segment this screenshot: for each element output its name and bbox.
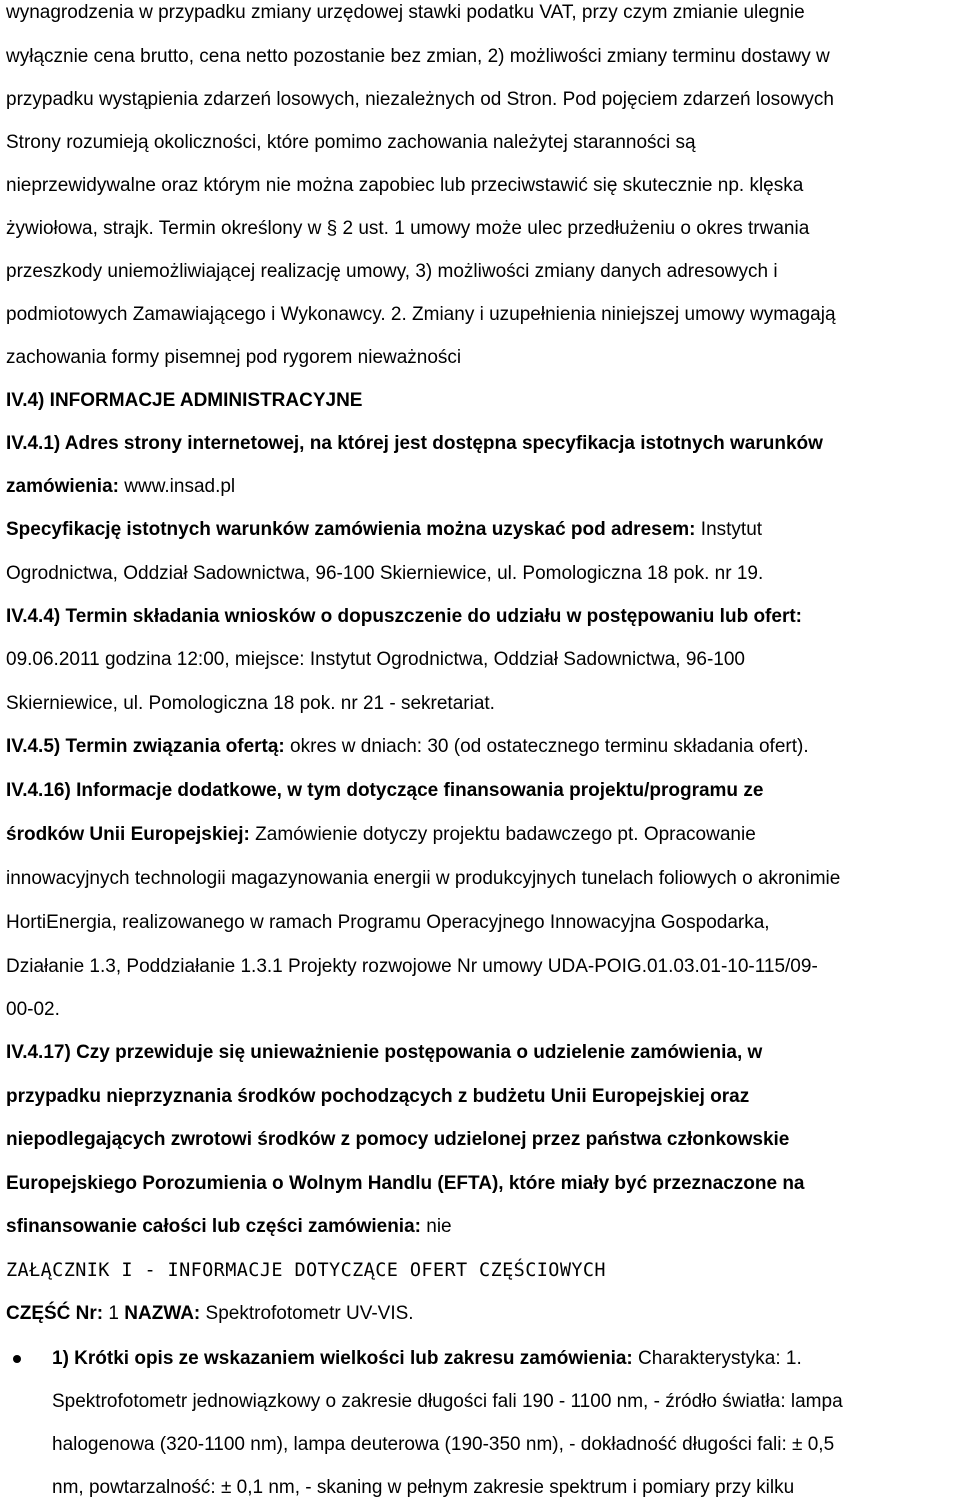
annex-heading: ZAŁĄCZNIK I - INFORMACJE DOTYCZĄCE OFERT CZĘŚCIOWYCH bbox=[6, 1260, 606, 1281]
section-iv45-line bbox=[6, 735, 809, 759]
section-iv417-label: przypadku nieprzyznania środków pochodzących z budżetu Unii Europejskiej oraz bbox=[6, 1086, 750, 1107]
bullet-item-line bbox=[52, 1347, 802, 1371]
part-line bbox=[6, 1302, 414, 1326]
bullet-item-value: Charakterystyka: 1. bbox=[638, 1348, 802, 1369]
body-text-line: Strony rozumieją okoliczności, które pomimo zachowania należytej staranności są bbox=[6, 132, 696, 153]
body-text-line: nieprzewidywalne oraz którym nie można zapobiec lub przeciwstawić się skutecznie np. klęska bbox=[6, 175, 804, 196]
spec-value-line: Ogrodnictwa, Oddział Sadownictwa, 96-100 Skierniewice, ul. Pomologiczna 18 pok. nr 19. bbox=[6, 563, 764, 584]
part-name-label: NAZWA: bbox=[124, 1303, 201, 1324]
section-iv45-value: okres w dniach: 30 (od ostatecznego terminu składania ofert). bbox=[290, 736, 809, 757]
bullet-item-value-line: Spektrofotometr jednowiązkowy o zakresie długości fali 190 - 1100 nm, - źródło światła: lampa bbox=[52, 1391, 843, 1412]
section-iv416-value: Działanie 1.3, Poddziałanie 1.3.1 Projekty rozwojowe Nr umowy UDA-POIG.01.03.01-10-115/09- bbox=[6, 956, 818, 977]
section-iv417-value: nie bbox=[426, 1216, 452, 1237]
part-number-label: CZĘŚĆ Nr: bbox=[6, 1303, 104, 1324]
section-iv416-line bbox=[6, 823, 756, 847]
bullet-dot-icon bbox=[13, 1355, 21, 1363]
body-text-line: zachowania formy pisemnej pod rygorem nieważności bbox=[6, 347, 462, 368]
body-text-line: wyłącznie cena brutto, cena netto pozostanie bez zmian, 2) możliwości zmiany terminu dostawy w bbox=[6, 46, 830, 67]
section-iv416-value: innowacyjnych technologii magazynowania energii w produkcyjnych tunelach foliowych o akronimie bbox=[6, 868, 841, 889]
section-iv417-line bbox=[6, 1215, 452, 1239]
section-iv416-value: 00-02. bbox=[6, 999, 60, 1020]
bullet-item-value-line: halogenowa (320-1100 nm), lampa deuterowa (190-350 nm), - dokładność długości fali: ± 0,5 bbox=[52, 1434, 835, 1455]
part-number: 1 bbox=[108, 1303, 119, 1324]
section-iv44-value: 09.06.2011 godzina 12:00, miejsce: Instytut Ogrodnictwa, Oddział Sadownictwa, 96-100 bbox=[6, 649, 745, 670]
body-text-line: wynagrodzenia w przypadku zmiany urzędowej stawki podatku VAT, przy czym zmianie ulegnie bbox=[6, 2, 805, 23]
spec-line bbox=[6, 518, 762, 542]
section-iv44-label: IV.4.4) Termin składania wniosków o dopuszczenie do udziału w postępowaniu lub ofert: bbox=[6, 606, 802, 627]
bullet-item-value-line: nm, powtarzalność: ± 0,1 nm, - skaning w pełnym zakresie spektrum i pomiary przy kilku bbox=[52, 1477, 795, 1498]
part-name: Spektrofotometr UV-VIS. bbox=[205, 1303, 414, 1324]
spec-label: Specyfikację istotnych warunków zamówienia można uzyskać pod adresem: bbox=[6, 519, 696, 540]
bullet-item-label: 1) Krótki opis ze wskazaniem wielkości lub zakresu zamówienia: bbox=[52, 1348, 633, 1369]
spec-value: Instytut bbox=[700, 519, 763, 540]
section-iv416-value: HortiEnergia, realizowanego w ramach Programu Operacyjnego Innowacyjna Gospodarka, bbox=[6, 912, 770, 933]
section-iv41-line bbox=[6, 475, 235, 499]
section-iv416-value: Zamówienie dotyczy projektu badawczego pt. Opracowanie bbox=[255, 824, 756, 845]
section-iv45-label: IV.4.5) Termin związania ofertą: bbox=[6, 736, 285, 757]
body-text-line: żywiołowa, strajk. Termin określony w § 2 ust. 1 umowy może ulec przedłużeniu o okres trwania bbox=[6, 218, 810, 239]
section-iv417-label: Europejskiego Porozumienia o Wolnym Handlu (EFTA), które miały być przeznaczone na bbox=[6, 1173, 805, 1194]
section-iv41-label-end: zamówienia: bbox=[6, 476, 119, 497]
section-iv41-label: IV.4.1) Adres strony internetowej, na której jest dostępna specyfikacja istotnych warunków bbox=[6, 433, 823, 454]
section-iv416-label-end: środków Unii Europejskiej: bbox=[6, 824, 250, 845]
body-text-line: przeszkody uniemożliwiającej realizację umowy, 3) możliwości zmiany danych adresowych i bbox=[6, 261, 778, 282]
section-iv44-value: Skierniewice, ul. Pomologiczna 18 pok. nr 21 - sekretariat. bbox=[6, 693, 495, 714]
section-iv417-label: IV.4.17) Czy przewiduje się unieważnienie postępowania o udzielenie zamówienia, w bbox=[6, 1042, 763, 1063]
body-text-line: podmiotowych Zamawiającego i Wykonawcy. 2. Zmiany i uzupełnienia niniejszej umowy wymagają bbox=[6, 304, 836, 325]
section-iv416-label: IV.4.16) Informacje dodatkowe, w tym dotyczące finansowania projektu/programu ze bbox=[6, 780, 764, 801]
website-url: www.insad.pl bbox=[124, 476, 236, 497]
section-iv417-label-end: sfinansowanie całości lub części zamówienia: bbox=[6, 1216, 421, 1237]
body-text-line: przypadku wystąpienia zdarzeń losowych, niezależnych od Stron. Pod pojęciem zdarzeń losowych bbox=[6, 89, 834, 110]
section-iv417-label: niepodlegających zwrotowi środków z pomocy udzielonej przez państwa członkowskie bbox=[6, 1129, 790, 1150]
section-heading: IV.4) INFORMACJE ADMINISTRACYJNE bbox=[6, 390, 363, 411]
